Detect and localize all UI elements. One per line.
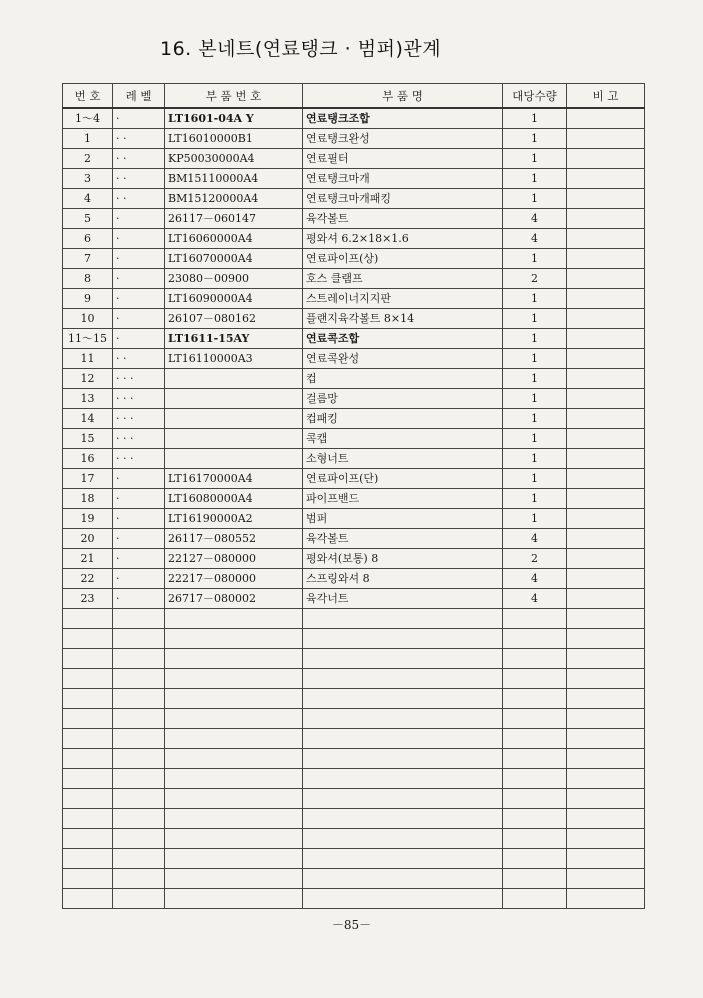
cell-part-number: LT16090000A4 [165, 289, 303, 309]
cell-level: · [113, 309, 165, 329]
cell-level: · · · [113, 409, 165, 429]
table-row [63, 469, 645, 489]
cell-part-number [165, 609, 303, 629]
cell-part-name [303, 849, 503, 869]
cell-part-name: 연료탱크완성 [303, 129, 503, 149]
cell-qty: 1 [503, 429, 567, 449]
cell-level: · · [113, 189, 165, 209]
cell-level: · [113, 469, 165, 489]
cell-no [63, 749, 113, 769]
cell-part-number: KP50030000A4 [165, 149, 303, 169]
cell-level [113, 709, 165, 729]
cell-no: 4 [63, 189, 113, 209]
cell-part-number: 22127－080000 [165, 549, 303, 569]
cell-part-name: 걸름망 [303, 389, 503, 409]
cell-part-name [303, 789, 503, 809]
cell-qty: 1 [503, 509, 567, 529]
cell-level [113, 829, 165, 849]
cell-qty: 4 [503, 569, 567, 589]
cell-level: · [113, 229, 165, 249]
cell-remarks [567, 529, 645, 549]
cell-level: · · [113, 169, 165, 189]
empty-table-row [63, 629, 645, 649]
cell-part-number [165, 769, 303, 789]
cell-no: 3 [63, 169, 113, 189]
cell-level [113, 849, 165, 869]
table-row [63, 289, 645, 309]
cell-no: 23 [63, 589, 113, 609]
cell-no: 11 [63, 349, 113, 369]
cell-level: · · · [113, 429, 165, 449]
cell-part-name [303, 749, 503, 769]
empty-table-row [63, 609, 645, 629]
cell-no [63, 709, 113, 729]
cell-part-number: LT1601-04A Y [165, 108, 303, 129]
cell-part-number [165, 829, 303, 849]
cell-qty: 1 [503, 389, 567, 409]
cell-no: 11～15 [63, 329, 113, 349]
cell-part-name: 파이프밴드 [303, 489, 503, 509]
table-header-row [63, 84, 645, 109]
cell-qty: 1 [503, 469, 567, 489]
cell-no: 18 [63, 489, 113, 509]
empty-table-row [63, 669, 645, 689]
cell-level: · · [113, 129, 165, 149]
cell-remarks [567, 709, 645, 729]
cell-part-number [165, 629, 303, 649]
cell-no [63, 629, 113, 649]
cell-part-name: 연료탱크마개 [303, 169, 503, 189]
cell-remarks [567, 289, 645, 309]
cell-no [63, 849, 113, 869]
table-row [63, 509, 645, 529]
table-row [63, 269, 645, 289]
cell-level [113, 609, 165, 629]
cell-remarks [567, 749, 645, 769]
cell-qty [503, 689, 567, 709]
cell-remarks [567, 829, 645, 849]
cell-part-number: 26117－080552 [165, 529, 303, 549]
cell-qty [503, 649, 567, 669]
cell-no [63, 829, 113, 849]
table-row [63, 529, 645, 549]
cell-level [113, 749, 165, 769]
cell-qty: 1 [503, 169, 567, 189]
table-row [63, 409, 645, 429]
cell-qty [503, 769, 567, 789]
table-row [63, 589, 645, 609]
cell-part-name: 연료탱크조합 [303, 108, 503, 129]
cell-remarks [567, 169, 645, 189]
cell-qty: 2 [503, 549, 567, 569]
cell-qty: 1 [503, 149, 567, 169]
cell-part-name: 연료파이프(상) [303, 249, 503, 269]
cell-level [113, 809, 165, 829]
table-row [63, 349, 645, 369]
empty-table-row [63, 849, 645, 869]
cell-remarks [567, 589, 645, 609]
cell-remarks [567, 369, 645, 389]
cell-part-name [303, 829, 503, 849]
cell-no [63, 729, 113, 749]
cell-part-name: 플랜지육각볼트 8×14 [303, 309, 503, 329]
cell-part-number: LT16170000A4 [165, 469, 303, 489]
empty-table-row [63, 689, 645, 709]
cell-part-name: 연료파이프(단) [303, 469, 503, 489]
table-row [63, 189, 645, 209]
table-row [63, 489, 645, 509]
cell-remarks [567, 729, 645, 749]
cell-remarks [567, 849, 645, 869]
cell-no: 1 [63, 129, 113, 149]
cell-remarks [567, 108, 645, 129]
cell-remarks [567, 869, 645, 889]
cell-remarks [567, 429, 645, 449]
cell-qty [503, 749, 567, 769]
cell-level: · [113, 108, 165, 129]
cell-part-name: 연료콕조합 [303, 329, 503, 349]
cell-part-number [165, 369, 303, 389]
empty-table-row [63, 789, 645, 809]
empty-table-row [63, 649, 645, 669]
cell-remarks [567, 469, 645, 489]
cell-part-number: 22217－080000 [165, 569, 303, 589]
cell-level: · · · [113, 369, 165, 389]
cell-qty: 1 [503, 189, 567, 209]
cell-part-name: 호스 클램프 [303, 269, 503, 289]
table-row [63, 429, 645, 449]
table-row [63, 229, 645, 249]
cell-level [113, 669, 165, 689]
cell-remarks [567, 249, 645, 269]
cell-no: 20 [63, 529, 113, 549]
cell-part-name: 평와셔(보통) 8 [303, 549, 503, 569]
cell-level [113, 689, 165, 709]
cell-remarks [567, 689, 645, 709]
cell-part-number [165, 429, 303, 449]
cell-remarks [567, 409, 645, 429]
cell-no: 6 [63, 229, 113, 249]
cell-qty: 4 [503, 209, 567, 229]
cell-no [63, 889, 113, 909]
cell-remarks [567, 329, 645, 349]
header-level: 레 벨 [113, 84, 165, 109]
cell-qty: 4 [503, 229, 567, 249]
cell-part-name: 컵패킹 [303, 409, 503, 429]
empty-table-row [63, 829, 645, 849]
cell-part-number [165, 789, 303, 809]
cell-part-name: 컵 [303, 369, 503, 389]
cell-no [63, 609, 113, 629]
cell-level: · [113, 269, 165, 289]
cell-part-name [303, 729, 503, 749]
empty-table-row [63, 749, 645, 769]
cell-part-name [303, 709, 503, 729]
cell-no: 8 [63, 269, 113, 289]
cell-part-name: 연료콕완성 [303, 349, 503, 369]
cell-qty: 1 [503, 289, 567, 309]
cell-level: · [113, 509, 165, 529]
cell-part-name [303, 869, 503, 889]
cell-remarks [567, 669, 645, 689]
cell-remarks [567, 229, 645, 249]
cell-qty [503, 849, 567, 869]
cell-no [63, 789, 113, 809]
cell-part-number: LT16070000A4 [165, 249, 303, 269]
cell-qty [503, 889, 567, 909]
table-row [63, 369, 645, 389]
cell-qty [503, 669, 567, 689]
cell-no [63, 809, 113, 829]
cell-qty [503, 789, 567, 809]
cell-level: · [113, 329, 165, 349]
table-row [63, 169, 645, 189]
cell-part-number: 26107－080162 [165, 309, 303, 329]
cell-no: 9 [63, 289, 113, 309]
cell-remarks [567, 569, 645, 589]
cell-part-name [303, 609, 503, 629]
header-remarks: 비 고 [567, 84, 645, 109]
cell-remarks [567, 609, 645, 629]
empty-table-row [63, 889, 645, 909]
cell-no: 2 [63, 149, 113, 169]
table-row [63, 209, 645, 229]
cell-level: · · [113, 149, 165, 169]
cell-remarks [567, 349, 645, 369]
cell-part-name: 평와셔 6.2×18×1.6 [303, 229, 503, 249]
table-row [63, 249, 645, 269]
cell-no: 10 [63, 309, 113, 329]
cell-remarks [567, 389, 645, 409]
cell-remarks [567, 649, 645, 669]
cell-level: · [113, 489, 165, 509]
cell-remarks [567, 889, 645, 909]
cell-no: 15 [63, 429, 113, 449]
cell-remarks [567, 769, 645, 789]
cell-no [63, 869, 113, 889]
cell-part-name: 육각볼트 [303, 209, 503, 229]
cell-level: · · [113, 349, 165, 369]
page-title: 16. 본네트(연료탱크 · 범퍼)관계 [160, 38, 442, 60]
cell-no: 7 [63, 249, 113, 269]
cell-level: · [113, 209, 165, 229]
table-row [63, 549, 645, 569]
cell-part-number [165, 449, 303, 469]
cell-qty: 2 [503, 269, 567, 289]
header-qty: 대당수량 [503, 84, 567, 109]
cell-level [113, 869, 165, 889]
empty-table-row [63, 869, 645, 889]
cell-no: 12 [63, 369, 113, 389]
header-no: 번 호 [63, 84, 113, 109]
cell-qty: 1 [503, 409, 567, 429]
cell-no [63, 649, 113, 669]
cell-level: · [113, 289, 165, 309]
cell-part-name: 콕캡 [303, 429, 503, 449]
empty-table-row [63, 709, 645, 729]
cell-remarks [567, 269, 645, 289]
cell-level: · [113, 589, 165, 609]
cell-part-number: LT16080000A4 [165, 489, 303, 509]
cell-remarks [567, 489, 645, 509]
cell-part-number [165, 409, 303, 429]
cell-level [113, 889, 165, 909]
cell-part-name [303, 629, 503, 649]
cell-part-number: LT16110000A3 [165, 349, 303, 369]
table-row [63, 108, 645, 129]
cell-no: 19 [63, 509, 113, 529]
cell-no: 14 [63, 409, 113, 429]
cell-part-number [165, 729, 303, 749]
cell-part-number [165, 809, 303, 829]
cell-no [63, 689, 113, 709]
cell-part-number [165, 649, 303, 669]
cell-no: 13 [63, 389, 113, 409]
cell-level [113, 789, 165, 809]
table-row [63, 569, 645, 589]
cell-remarks [567, 149, 645, 169]
cell-remarks [567, 129, 645, 149]
parts-table [62, 83, 645, 909]
cell-qty: 1 [503, 449, 567, 469]
cell-part-name [303, 889, 503, 909]
cell-part-number: BM15120000A4 [165, 189, 303, 209]
cell-no [63, 769, 113, 789]
empty-table-row [63, 729, 645, 749]
cell-part-number [165, 669, 303, 689]
cell-level [113, 649, 165, 669]
cell-part-number: LT16060000A4 [165, 229, 303, 249]
cell-part-number: BM15110000A4 [165, 169, 303, 189]
cell-remarks [567, 309, 645, 329]
cell-qty: 1 [503, 349, 567, 369]
cell-part-name [303, 809, 503, 829]
cell-qty: 4 [503, 589, 567, 609]
cell-qty [503, 869, 567, 889]
cell-part-name: 스트레이너지지판 [303, 289, 503, 309]
parts-table-body [63, 108, 645, 909]
empty-table-row [63, 809, 645, 829]
cell-part-number [165, 689, 303, 709]
cell-part-number: 23080－00900 [165, 269, 303, 289]
cell-level [113, 629, 165, 649]
cell-remarks [567, 789, 645, 809]
cell-part-number: LT1611-15AY [165, 329, 303, 349]
cell-level: · · · [113, 389, 165, 409]
cell-part-name [303, 769, 503, 789]
cell-level [113, 729, 165, 749]
cell-remarks [567, 209, 645, 229]
cell-no: 17 [63, 469, 113, 489]
cell-part-number [165, 709, 303, 729]
cell-part-number: 26117－060147 [165, 209, 303, 229]
cell-part-number: LT16190000A2 [165, 509, 303, 529]
cell-part-name [303, 649, 503, 669]
cell-qty: 1 [503, 329, 567, 349]
cell-qty: 1 [503, 309, 567, 329]
cell-no: 16 [63, 449, 113, 469]
cell-qty: 1 [503, 489, 567, 509]
cell-part-name: 육각너트 [303, 589, 503, 609]
cell-remarks [567, 189, 645, 209]
cell-no: 1～4 [63, 108, 113, 129]
cell-part-number: LT16010000B1 [165, 129, 303, 149]
cell-part-number: 26717－080002 [165, 589, 303, 609]
cell-qty: 1 [503, 129, 567, 149]
cell-part-name: 육각볼트 [303, 529, 503, 549]
table-row [63, 149, 645, 169]
cell-no: 21 [63, 549, 113, 569]
cell-remarks [567, 629, 645, 649]
cell-qty: 1 [503, 249, 567, 269]
cell-part-number [165, 889, 303, 909]
cell-no: 5 [63, 209, 113, 229]
cell-part-number [165, 869, 303, 889]
cell-part-name: 연료필터 [303, 149, 503, 169]
table-row [63, 329, 645, 349]
cell-remarks [567, 509, 645, 529]
cell-qty [503, 829, 567, 849]
table-row [63, 449, 645, 469]
cell-level: · [113, 569, 165, 589]
cell-remarks [567, 549, 645, 569]
empty-table-row [63, 769, 645, 789]
header-part-number: 부 품 번 호 [165, 84, 303, 109]
cell-level: · · · [113, 449, 165, 469]
cell-qty [503, 609, 567, 629]
cell-level [113, 769, 165, 789]
cell-qty [503, 709, 567, 729]
cell-level: · [113, 249, 165, 269]
cell-no: 22 [63, 569, 113, 589]
cell-part-name: 스프링와셔 8 [303, 569, 503, 589]
cell-qty [503, 729, 567, 749]
cell-part-name: 소형너트 [303, 449, 503, 469]
cell-part-name [303, 669, 503, 689]
table-row [63, 389, 645, 409]
page-number: －85－ [331, 918, 372, 932]
cell-qty [503, 809, 567, 829]
cell-level: · [113, 529, 165, 549]
cell-qty: 1 [503, 369, 567, 389]
cell-part-name: 연료탱크마개패킹 [303, 189, 503, 209]
cell-qty: 1 [503, 108, 567, 129]
table-row [63, 129, 645, 149]
table-row [63, 309, 645, 329]
cell-remarks [567, 449, 645, 469]
cell-part-name: 범퍼 [303, 509, 503, 529]
header-part-name: 부 품 명 [303, 84, 503, 109]
cell-qty [503, 629, 567, 649]
cell-level: · [113, 549, 165, 569]
cell-part-number [165, 389, 303, 409]
cell-part-number [165, 849, 303, 869]
cell-no [63, 669, 113, 689]
cell-part-number [165, 749, 303, 769]
cell-qty: 4 [503, 529, 567, 549]
cell-remarks [567, 809, 645, 829]
cell-part-name [303, 689, 503, 709]
